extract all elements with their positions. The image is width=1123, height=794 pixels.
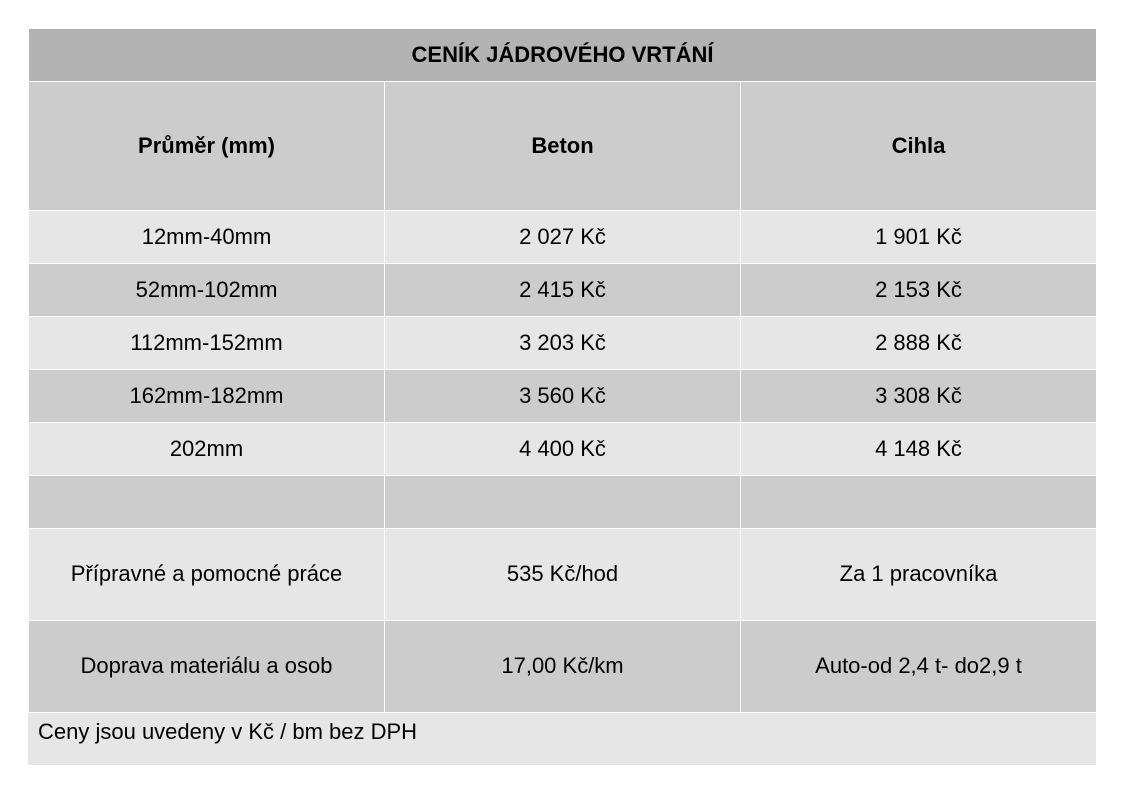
column-header-beton: Beton — [385, 82, 741, 211]
table-row — [29, 264, 1097, 317]
extra-label: Doprava materiálu a osob — [29, 621, 385, 713]
extra-row-transport — [29, 621, 1097, 713]
cell-diameter: 162mm-182mm — [29, 370, 385, 423]
column-header-cihla: Cihla — [741, 82, 1097, 211]
empty-cell — [385, 476, 741, 529]
cell-beton: 2 415 Kč — [385, 264, 741, 317]
extra-label: Přípravné a pomocné práce — [29, 529, 385, 621]
header-row — [29, 82, 1097, 211]
empty-cell — [29, 476, 385, 529]
extra-row-preparation — [29, 529, 1097, 621]
extra-price: 535 Kč/hod — [385, 529, 741, 621]
cell-beton: 3 560 Kč — [385, 370, 741, 423]
cell-cihla: 4 148 Kč — [741, 423, 1097, 476]
price-table — [28, 28, 1097, 713]
extra-note: Za 1 pracovníka — [741, 529, 1097, 621]
title-row — [29, 29, 1097, 82]
table-row — [29, 317, 1097, 370]
cell-beton: 2 027 Kč — [385, 211, 741, 264]
cell-cihla: 1 901 Kč — [741, 211, 1097, 264]
table-row — [29, 423, 1097, 476]
cell-beton: 3 203 Kč — [385, 317, 741, 370]
table-title: CENÍK JÁDROVÉHO VRTÁNÍ — [29, 29, 1097, 82]
cell-beton: 4 400 Kč — [385, 423, 741, 476]
table-row — [29, 211, 1097, 264]
table-row — [29, 370, 1097, 423]
cell-diameter: 52mm-102mm — [29, 264, 385, 317]
cell-cihla: 2 153 Kč — [741, 264, 1097, 317]
cell-cihla: 3 308 Kč — [741, 370, 1097, 423]
footnote: Ceny jsou uvedeny v Kč / bm bez DPH — [28, 713, 1096, 765]
cell-diameter: 202mm — [29, 423, 385, 476]
cell-cihla: 2 888 Kč — [741, 317, 1097, 370]
price-list-sheet — [28, 28, 1096, 765]
extra-price: 17,00 Kč/km — [385, 621, 741, 713]
cell-diameter: 112mm-152mm — [29, 317, 385, 370]
cell-diameter: 12mm-40mm — [29, 211, 385, 264]
column-header-diameter: Průměr (mm) — [29, 82, 385, 211]
empty-row — [29, 476, 1097, 529]
extra-note: Auto-od 2,4 t- do2,9 t — [741, 621, 1097, 713]
empty-cell — [741, 476, 1097, 529]
